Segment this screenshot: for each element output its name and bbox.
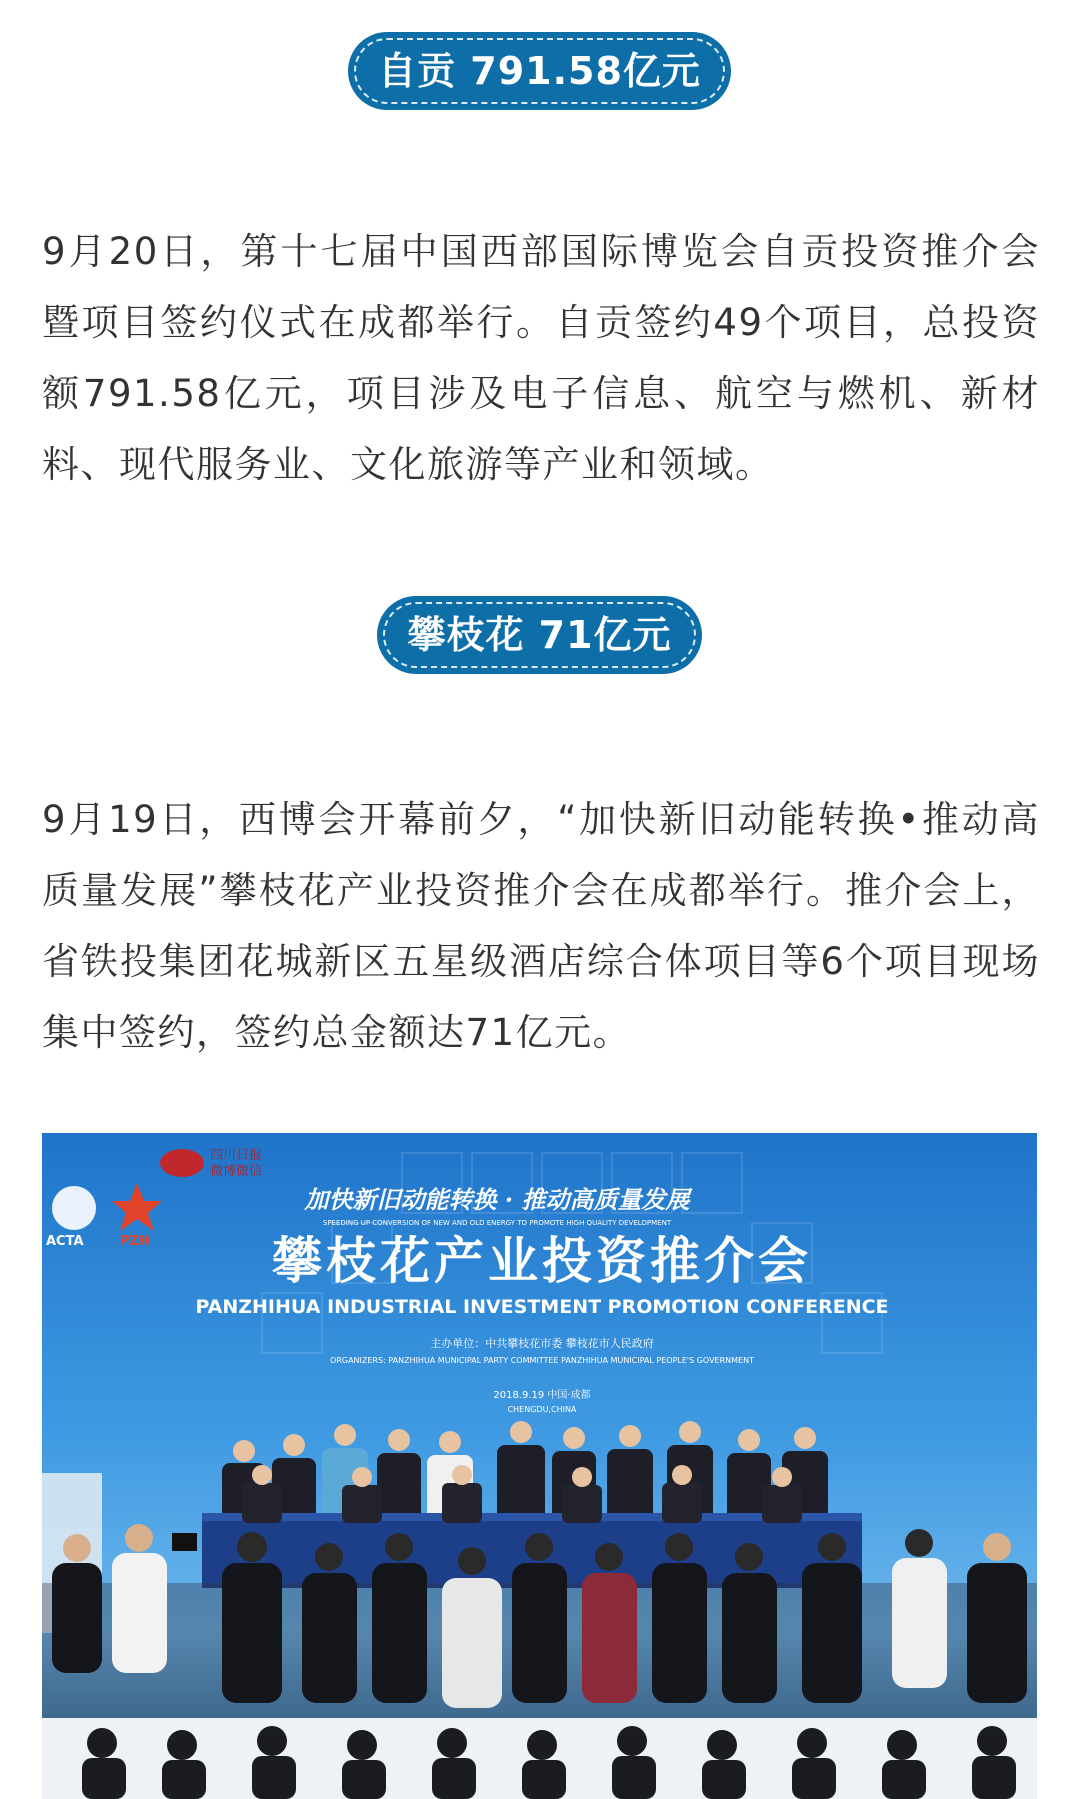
photo-date-cn: 2018.9.19 中国·成都 [493,1390,591,1401]
photo-title-en: PANZHIHUA INDUSTRIAL INVESTMENT PROMOTION CONFERENCE [195,1296,889,1318]
photo-title-cn: 攀枝花产业投资推介会 [272,1232,812,1290]
photo-tagline-en: SPEEDING UP CONVERSION OF NEW AND OLD ENERGY TO PROMOTE HIGH QUALITY DEVELOPMENT [322,1219,672,1227]
section-badge-panzhihua: 攀枝花 71亿元 [377,596,701,674]
event-photo [42,1133,1037,1799]
section-badge-wrap [0,596,1079,674]
watermark-line1: 四川日报 [210,1148,263,1163]
photo-date-en: CHENGDU,CHINA [507,1405,577,1414]
logo-left-text: ACTA [46,1234,84,1249]
logo-pzh-text: PZH [120,1234,150,1249]
section-badge-wrap [0,32,1079,110]
paragraph-zigong: 9月20日，第十七届中国西部国际博览会自贡投资推介会暨项目签约仪式在成都举行。自贡签约49个项目，总投资额791.58亿元，项目涉及电子信息、航空与燃机、新材料、现代服务业、文化旅游等产业和领域。 [42,230,1040,486]
photo-organizers-cn: 主办单位：中共攀枝花市委 攀枝花市人民政府 [430,1337,654,1350]
event-photo-illustration [42,1133,1037,1799]
watermark-line2: 微博微信 [210,1164,263,1179]
paragraph-panzhihua: 9月19日，西博会开幕前夕，“加快新旧动能转换•推动高质量发展”攀枝花产业投资推介会在成都举行。推介会上，省铁投集团花城新区五星级酒店综合体项目等6个项目现场集中签约，签约总金额达71亿元。 [42,798,1040,1054]
photo-calligraphy: 加快新旧动能转换 · 推动高质量发展 [304,1185,690,1214]
section-badge-zigong: 自贡 791.58亿元 [348,32,731,110]
photo-organizers-en: ORGANIZERS: PANZHIHUA MUNICIPAL PARTY COMMITTEE PANZHIHUA MUNICIPAL PEOPLE'S GOVERNMENT [330,1356,754,1365]
